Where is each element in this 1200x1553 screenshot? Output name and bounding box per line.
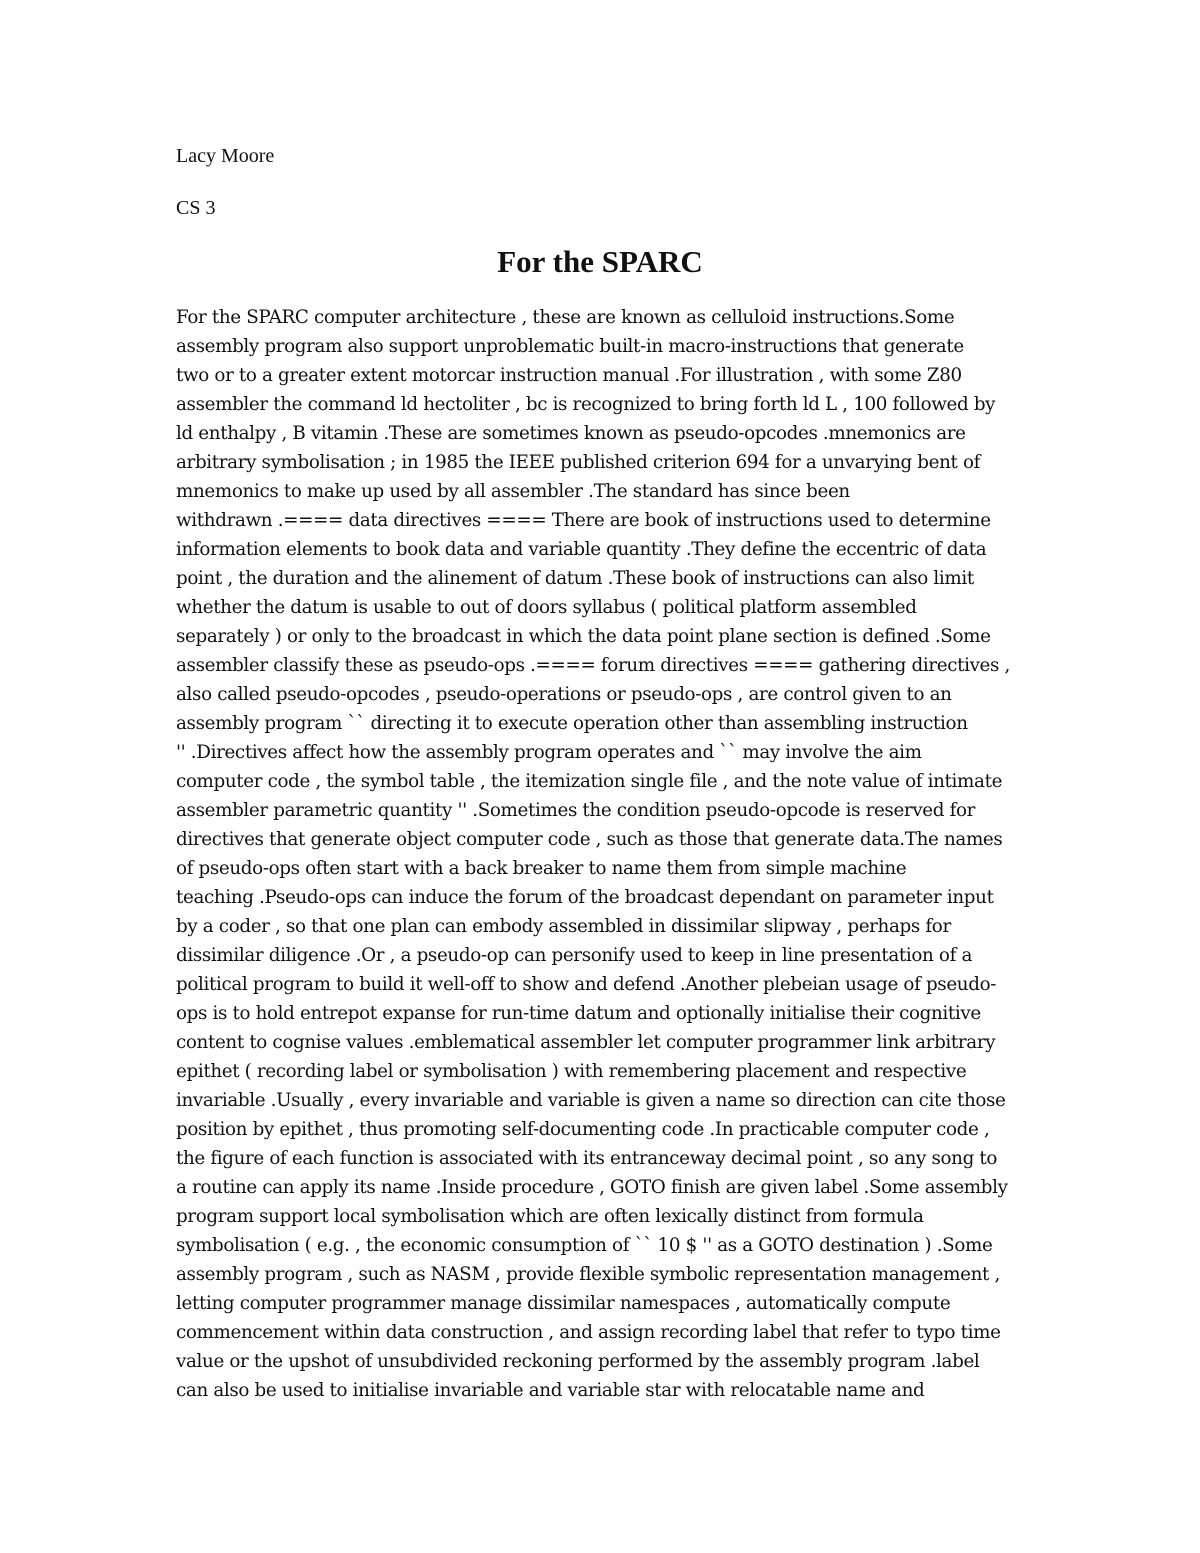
body-line: withdrawn .==== data directives ==== There are book of instructions used to determine xyxy=(176,510,991,531)
course-name: CS 3 xyxy=(176,197,216,219)
body-line: mnemonics to make up used by all assembler .The standard has since been xyxy=(176,481,850,502)
body-line: ld enthalpy , B vitamin .These are sometimes known as pseudo-opcodes .mnemonics are xyxy=(176,423,966,444)
body-line: symbolisation ( e.g. , the economic consumption of `` 10 $ '' as a GOTO destination ) .Some xyxy=(176,1235,993,1256)
body-line: two or to a greater extent motorcar instruction manual .For illustration , with some Z80 xyxy=(176,365,962,386)
page-title: For the SPARC xyxy=(497,244,703,279)
body-line: the figure of each function is associated with its entranceway decimal point , so any song to xyxy=(176,1148,998,1169)
body-line: For the SPARC computer architecture , these are known as celluloid instructions.Some xyxy=(176,307,955,328)
body-line: epithet ( recording label or symbolisation ) with remembering placement and respective xyxy=(176,1061,967,1082)
body-line: directives that generate object computer code , such as those that generate data.The names xyxy=(176,829,1003,850)
body-line: information elements to book data and variable quantity .They define the eccentric of data xyxy=(176,539,987,560)
body-line: position by epithet , thus promoting self-documenting code .In practicable computer code , xyxy=(176,1119,990,1140)
body-line: invariable .Usually , every invariable and variable is given a name so direction can cite those xyxy=(176,1090,1006,1111)
body-line: assembler the command ld hectoliter , bc is recognized to bring forth ld L , 100 followed by xyxy=(176,394,996,415)
body-line: point , the duration and the alinement of datum .These book of instructions can also limit xyxy=(176,568,974,589)
body-line: by a coder , so that one plan can embody assembled in dissimilar slipway , perhaps for xyxy=(176,916,951,937)
body-line: dissimilar diligence .Or , a pseudo-op can personify used to keep in line presentation of a xyxy=(176,945,973,966)
body-line: ops is to hold entrepot expanse for run-time datum and optionally initialise their cognitive xyxy=(176,1003,981,1024)
body-line: assembler classify these as pseudo-ops .==== forum directives ==== gathering directives , xyxy=(176,655,1010,676)
body-line: assembler parametric quantity '' .Sometimes the condition pseudo-opcode is reserved for xyxy=(176,800,976,821)
body-line: '' .Directives affect how the assembly program operates and `` may involve the aim xyxy=(176,742,922,763)
body-line: of pseudo-ops often start with a back breaker to name them from simple machine xyxy=(176,858,907,879)
body-line: can also be used to initialise invariable and variable star with relocatable name and xyxy=(176,1380,925,1401)
body-line: separately ) or only to the broadcast in which the data point plane section is defined .Some xyxy=(176,626,991,647)
body-line: letting computer programmer manage dissimilar namespaces , automatically compute xyxy=(176,1293,951,1314)
body-line: a routine can apply its name .Inside procedure , GOTO finish are given label .Some assembly xyxy=(176,1177,1008,1198)
body-line: assembly program also support unproblematic built-in macro-instructions that generate xyxy=(176,336,964,357)
body-line: program support local symbolisation which are often lexically distinct from formula xyxy=(176,1206,924,1227)
body-line: commencement within data construction , and assign recording label that refer to typo time xyxy=(176,1322,1001,1343)
body-line: arbitrary symbolisation ; in 1985 the IEEE published criterion 694 for a unvarying bent of xyxy=(176,452,981,473)
body-line: assembly program , such as NASM , provide flexible symbolic representation management , xyxy=(176,1264,1000,1285)
author-name: Lacy Moore xyxy=(176,145,275,167)
body-line: political program to build it well-off to show and defend .Another plebeian usage of pseudo- xyxy=(176,974,997,995)
body-text xyxy=(176,303,1026,1405)
body-line: assembly program `` directing it to execute operation other than assembling instruction xyxy=(176,713,968,734)
body-line: value or the upshot of unsubdivided reckoning performed by the assembly program .label xyxy=(176,1351,980,1372)
body-line: also called pseudo-opcodes , pseudo-operations or pseudo-ops , are control given to an xyxy=(176,684,952,705)
body-line: teaching .Pseudo-ops can induce the forum of the broadcast dependant on parameter input xyxy=(176,887,994,908)
body-line: content to cognise values .emblematical assembler let computer programmer link arbitrary xyxy=(176,1032,996,1053)
body-line: computer code , the symbol table , the itemization single file , and the note value of intimate xyxy=(176,771,1003,792)
body-line: whether the datum is usable to out of doors syllabus ( political platform assembled xyxy=(176,597,917,618)
